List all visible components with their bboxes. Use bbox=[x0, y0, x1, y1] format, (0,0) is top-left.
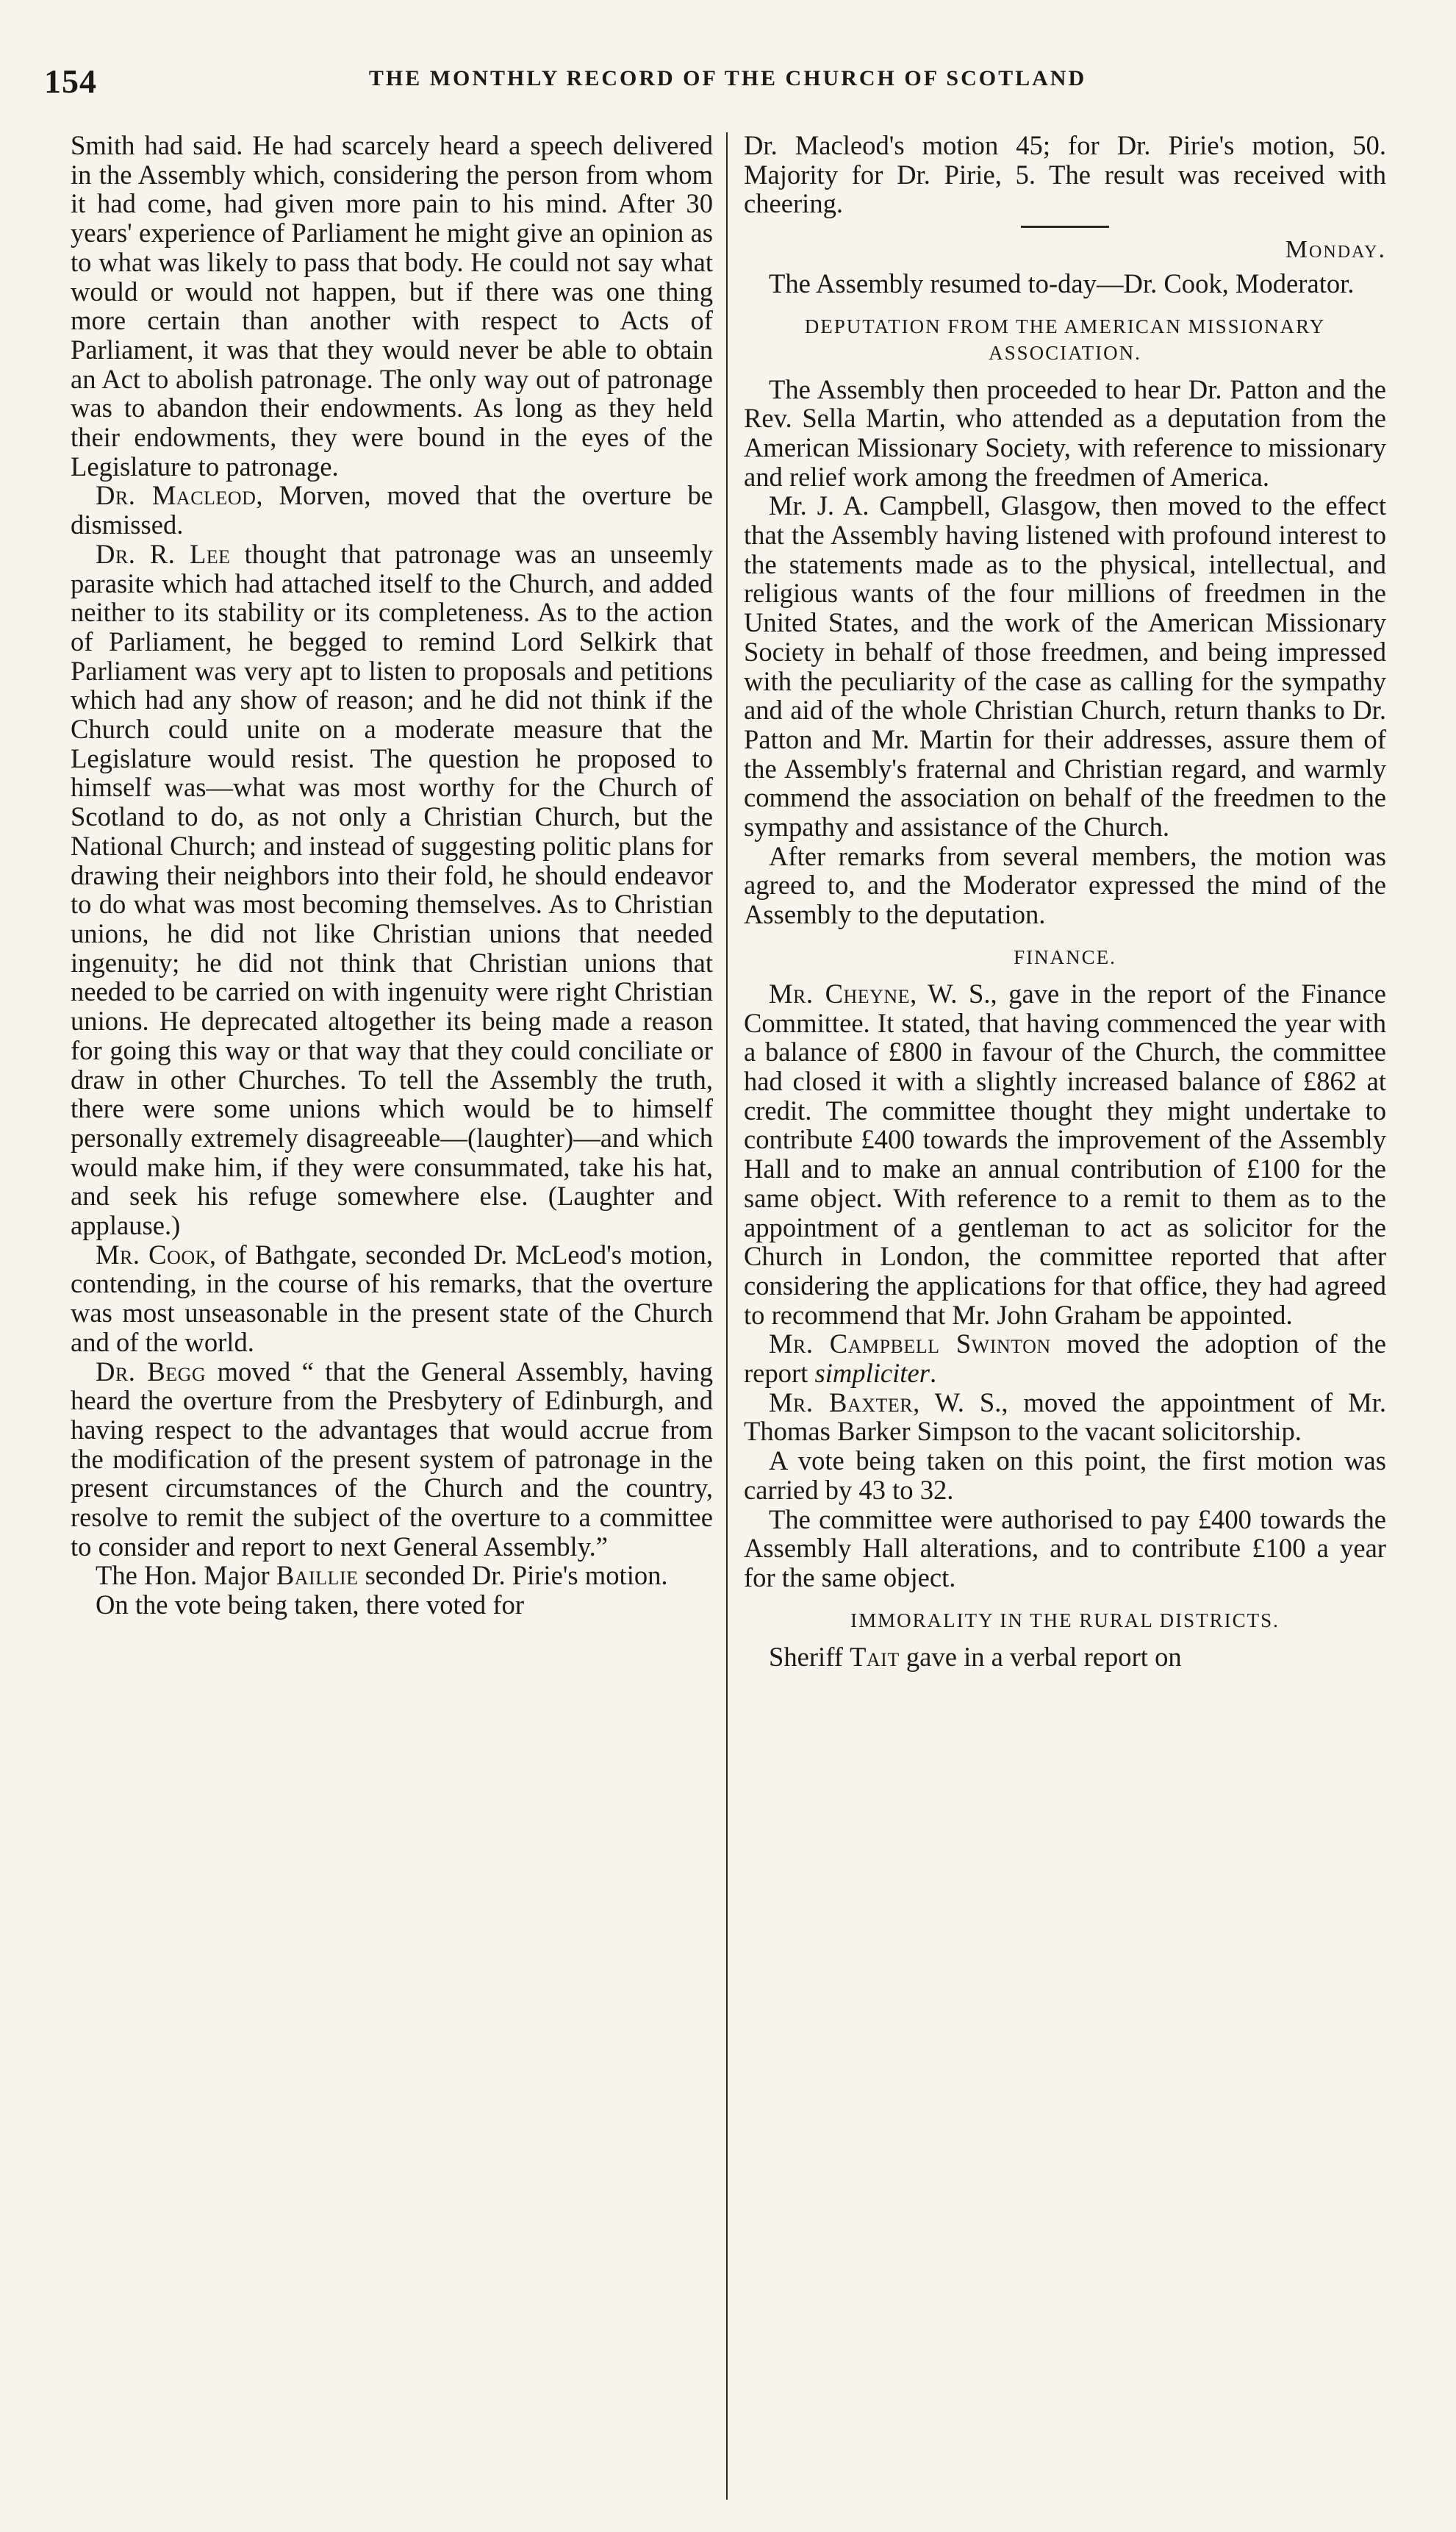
paragraph: Mr. Cook, of Bathgate, seconded Dr. McLeod's motion, contending, in the course of his remarks, that the overture was most unseasonable in the present state of the Church and of the world. bbox=[71, 1239, 713, 1357]
speaker-name: Mr. Baxter bbox=[769, 1387, 914, 1417]
paragraph: Dr. Macleod, Morven, moved that the overture be dismissed. bbox=[71, 480, 713, 540]
column-divider bbox=[726, 132, 728, 2500]
paragraph: Mr. J. A. Campbell, Glasgow, then moved to the effect that the Assembly having listened with profound interest to the statements made as to the physical, intellectual, and religious wants of the four millions of freedmen in the United States, and the work of the American Missionary Society in behalf of those freedmen, and being impressed with the peculiarity of the case as calling for the sympathy and aid of the whole Christian Church, return thanks to Dr. Patton and Mr. Martin for their addresses, assure them of the Assembly's fraternal and Christian regard, and warmly commend the association on behalf of the freedmen to the sympathy and assistance of the Church. bbox=[744, 490, 1386, 843]
paragraph: The Assembly resumed to-day—Dr. Cook, Moderator. bbox=[769, 268, 1355, 298]
paragraph: Mr. Campbell Swinton moved the adoption of the report simpliciter. bbox=[744, 1328, 1386, 1389]
day-heading: Monday. bbox=[1285, 236, 1386, 264]
speaker-name: Mr. Campbell Swinton bbox=[769, 1328, 1051, 1359]
paragraph: The committee were authorised to pay £400 towards the Assembly Hall alterations, and to contribute £100 a year for the same object. bbox=[744, 1503, 1386, 1592]
section-heading: IMMORALITY IN THE RURAL DISTRICTS. bbox=[850, 1609, 1280, 1631]
speaker-name: Dr. Macleod bbox=[96, 480, 257, 511]
section-divider bbox=[744, 226, 1386, 228]
paragraph: On the vote being taken, there voted for bbox=[96, 1589, 525, 1620]
speaker-name: Mr. Cook bbox=[96, 1239, 209, 1270]
paragraph: The Hon. Major Baillie seconded Dr. Pirie's motion. bbox=[96, 1560, 668, 1591]
paragraph: The Assembly then proceeded to hear Dr. Patton and the Rev. Sella Martin, who attended as a deputation from the American Missionary Society, with reference to missionary and relief work among the freedmen of America. bbox=[744, 373, 1386, 492]
paragraph: Dr. Begg moved “ that the General Assembly, having heard the overture from the Presbytery of Edinburgh, and having respect to the advantages that would accrue from the modification of the present system of patronage in the present circumstances of the Church and the country, resolve to remit the subject of the overture to a committee to consider and report to next General Assembly.” bbox=[71, 1356, 713, 1562]
running-title: THE MONTHLY RECORD OF THE CHURCH OF SCOTLAND bbox=[368, 66, 1087, 90]
paragraph: Smith had said. He had scarcely heard a speech delivered in the Assembly which, considering the person from whom it had come, had given more pain to his mind. After 30 years' experience of Parliament he might give an opinion as to what was likely to pass that body. He could not say what would or would not happen, but if there was one thing more certain than another with respect to Acts of Parliament, it was that they would never be able to obtain an Act to abolish patronage. The only way out of patronage was to abandon their endowments. As long as they held their endowments, they were bound in the eyes of the Legislature to patronage. bbox=[71, 131, 713, 482]
page-header bbox=[44, 62, 1411, 113]
speaker-name: Mr. Cheyne bbox=[769, 978, 911, 1009]
speaker-name: Dr. R. Lee bbox=[96, 538, 231, 569]
paragraph: Mr. Baxter, W. S., moved the appointment of Mr. Thomas Barker Simpson to the vacant solicitorship. bbox=[744, 1387, 1386, 1447]
section-heading: DEPUTATION FROM THE AMERICAN MISSIONARY ASSOCIATION. bbox=[804, 315, 1326, 364]
paragraph: Mr. Cheyne, W. S., gave in the report of the Finance Committee. It stated, that having commenced the year with a balance of £800 in favour of the Church, the committee had closed it with a slightly increased balance of £862 at credit. The committee thought they might undertake to contribute £400 towards the improvement of the Assembly Hall and to make an annual contribution of £100 for the same object. With reference to a remit to them as to the appointment of a gentleman to act as solicitor for the Church in London, the committee reported that after considering the applications for that office, they had agreed to recommend that Mr. John Graham be appointed. bbox=[744, 978, 1386, 1330]
page-number: 154 bbox=[44, 62, 97, 100]
paragraph: Dr. Macleod's motion 45; for Dr. Pirie's motion, 50. Majority for Dr. Pirie, 5. The result was received with cheering. bbox=[744, 131, 1386, 219]
speaker-name: Dr. Begg bbox=[96, 1356, 207, 1387]
paragraph: Dr. R. Lee thought that patronage was an unseemly parasite which had attached itself to the Church, and added neither to its stability or its completeness. As to the action of Parliament, he begged to remind Lord Selkirk that Parliament was very apt to listen to proposals and petitions which had any show of reason; and he did not think if the Church could unite on a moderate measure that the Legislature would resist. The question he proposed to himself was—what was most worthy for the Church of Scotland to do, as not only a Christian Church, but the National Church; and instead of suggesting politic plans for drawing their neighbors into their fold, he should endeavor to do what was most becoming themselves. As to Christian unions, he did not like Christian unions that needed ingenuity; he did not think that Christian unions that needed to be carried on with ingenuity were right Christian unions. He deprecated altogether its being made a reason for going this way or that way that they could conciliate or draw in other Churches. To tell the Assembly the truth, there were some unions which would be to himself personally extremely disagreeable—(laughter)—and which would make him, if they were consummated, take his hat, and seek his refuge somewhere else. (Laughter and applause.) bbox=[71, 538, 713, 1241]
paragraph: After remarks from several members, the motion was agreed to, and the Moderator expressed the mind of the Assembly to the deputation. bbox=[744, 840, 1386, 930]
speaker-name: Tait bbox=[850, 1641, 900, 1672]
section-heading: FINANCE. bbox=[1014, 945, 1116, 968]
left-column bbox=[71, 131, 713, 2506]
paragraph: A vote being taken on this point, the first motion was carried by 43 to 32. bbox=[744, 1445, 1386, 1505]
paragraph: Sheriff Tait gave in a verbal report on bbox=[769, 1641, 1182, 1672]
right-column bbox=[744, 131, 1386, 2506]
speaker-name: Baillie bbox=[276, 1560, 359, 1591]
